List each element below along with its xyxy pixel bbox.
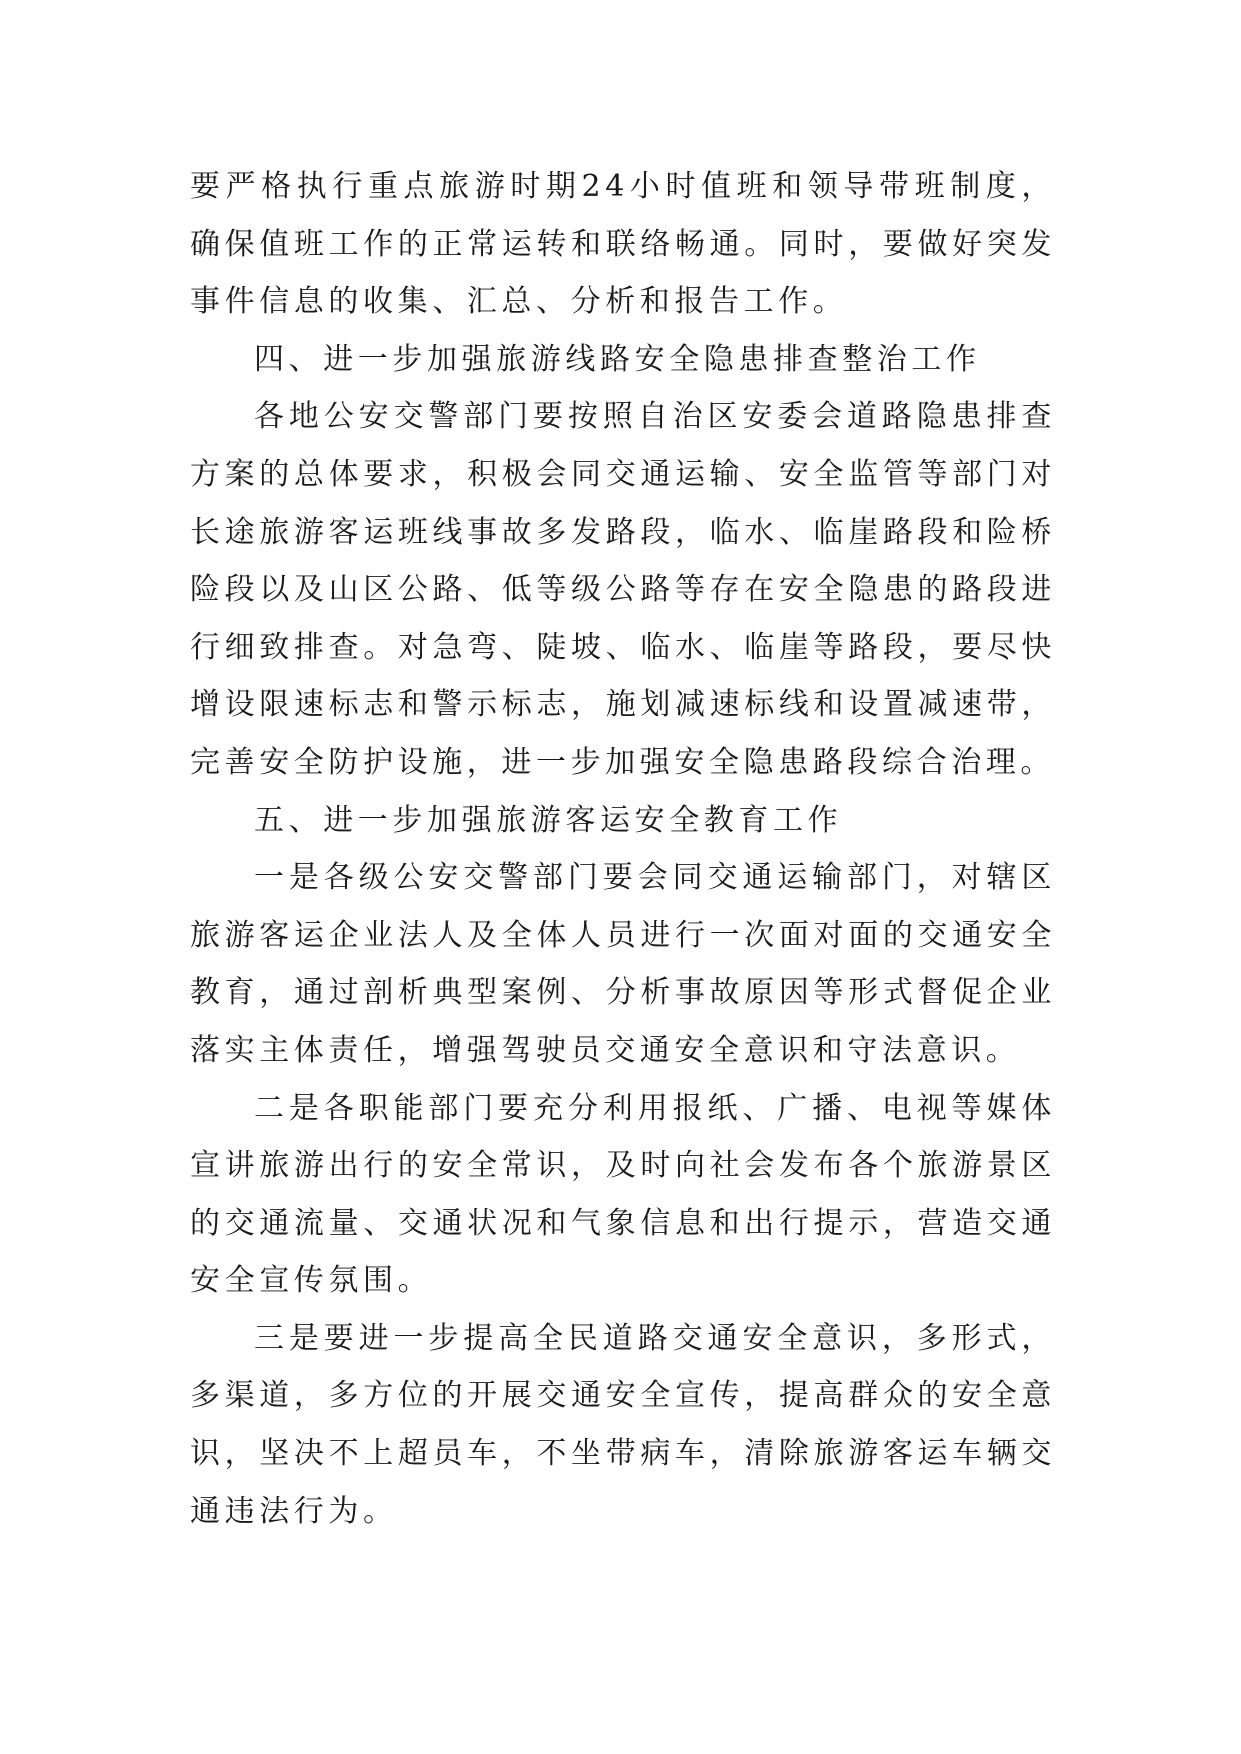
paragraph-item-1: 一是各级公安交警部门要会同交通运输部门，对辖区旅游客运企业法人及全体人员进行一次面对面的交通安全教育，通过剖析典型案例、分析事故原因等形式督促企业落实主体责任，增强驾驶员交通安全意识和守法意识。 (190, 860, 1056, 1068)
section-heading-4: 四、进一步加强旅游线路安全隐患排查整治工作 (254, 341, 981, 377)
paragraph-duty-continuation: 要严格执行重点旅游时期24小时值班和领导带班制度，确保值班工作的正常运转和联络畅通。同时，要做好突发事件信息的收集、汇总、分析和报告工作。 (190, 169, 1056, 320)
paragraph-item-2: 二是各职能部门要充分利用报纸、广播、电视等媒体宣讲旅游出行的安全常识，及时向社会发布各个旅游景区的交通流量、交通状况和气象信息和出行提示，营造交通安全宣传氛围。 (190, 1090, 1056, 1299)
document-page (190, 158, 1056, 1540)
paragraph-item-3: 三是要进一步提高全民道路交通安全意识，多形式，多渠道，多方位的开展交通安全宣传，提高群众的安全意识，坚决不上超员车，不坐带病车，清除旅游客运车辆交通违法行为。 (190, 1320, 1056, 1529)
section-heading-5: 五、进一步加强旅游客运安全教育工作 (254, 802, 843, 838)
paragraph-hazard-inspection: 各地公安交警部门要按照自治区安委会道路隐患排查方案的总体要求，积极会同交通运输、安全监管等部门对长途旅游客运班线事故多发路段，临水、临崖路段和险桥险段以及山区公路、低等级公路等存在安全隐患的路段进行细致排查。对急弯、陡坡、临水、临崖等路段，要尽快增设限速标志和警示标志，施划减速标线和设置减速带，完善安全防护设施，进一步加强安全隐患路段综合治理。 (190, 399, 1056, 780)
